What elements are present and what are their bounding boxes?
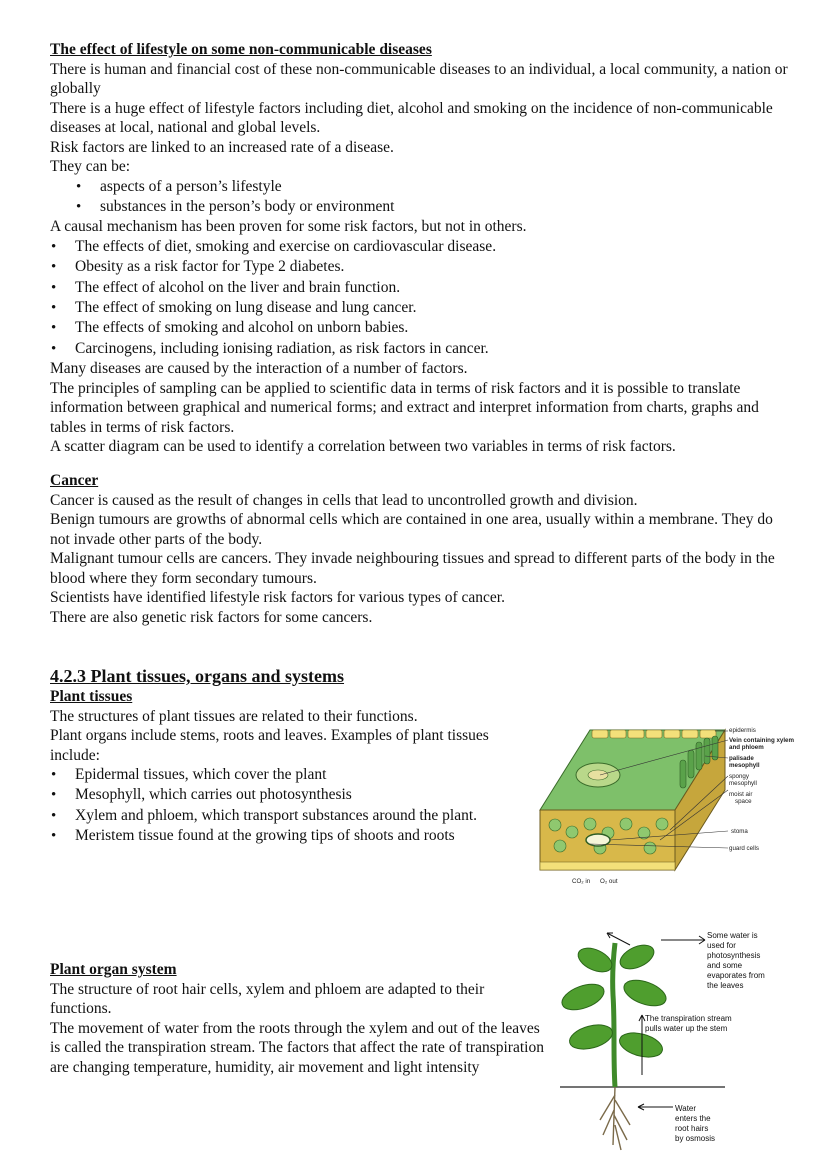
label-palisade-2: mesophyll <box>729 762 760 769</box>
label-top-5: evaporates from <box>707 971 765 980</box>
organ-para-1: The structure of root hair cells, xylem and phloem are adapted to their functions. <box>50 980 485 1017</box>
label-top-4: and some <box>707 961 743 970</box>
list-item: • The effect of smoking on lung disease and lung cancer. <box>75 298 790 318</box>
organ-para-2: The movement of water from the roots through the xylem and out of the leaves is called the transpiration stream. The factors that affect the rate of transpiration are changing temperature, humidity, air movement and light intensity <box>50 1019 544 1076</box>
lifestyle-para-3: Risk factors are linked to an increased rate of a disease. <box>50 138 394 156</box>
list-item: • The effects of smoking and alcohol on unborn babies. <box>75 318 790 338</box>
tissue-list <box>75 765 520 847</box>
cancer-para-4: Scientists have identified lifestyle risk factors for various types of cancer. <box>50 589 505 606</box>
list-item: • Carcinogens, including ionising radiation, as risk factors in cancer. <box>75 339 790 359</box>
label-epidermis: epidermis <box>729 727 756 734</box>
cancer-para-2: Benign tumours are growths of abnormal cells which are contained in one area, usually within a membrane. They do not invade other parts of the body. <box>50 511 773 548</box>
cancer-section <box>50 471 790 627</box>
label-guard-cells: guard cells <box>729 845 759 852</box>
label-moist-1: moist air <box>729 791 753 798</box>
label-mid-2: pulls water up the stem <box>645 1024 728 1033</box>
label-o2: O₂ out <box>600 878 618 885</box>
label-palisade-1: palisade <box>729 755 754 762</box>
list-item: • Obesity as a risk factor for Type 2 diabetes. <box>75 257 790 277</box>
lifestyle-para-2: There is a huge effect of lifestyle factors including diet, alcohol and smoking on the incidence of non-communicable diseases at local, national and global levels. <box>50 99 773 136</box>
plant-organ-section <box>50 960 545 1077</box>
plant-organ-heading: Plant organ system <box>50 961 177 978</box>
label-spongy-1: spongy <box>729 773 749 780</box>
plant-tissues-heading: Plant tissues <box>50 688 133 705</box>
lifestyle-section <box>50 40 790 457</box>
risk-factor-sublist <box>100 177 790 218</box>
list-item: • substances in the person’s body or environment <box>100 197 790 217</box>
list-item: • Meristem tissue found at the growing tips of shoots and roots <box>75 826 520 846</box>
label-top-1: Some water is <box>707 931 758 940</box>
cancer-para-3: Malignant tumour cells are cancers. They invade neighbouring tissues and spread to different parts of the body in the blood where they form secondary tumours. <box>50 550 775 587</box>
list-item: • Epidermal tissues, which cover the plant <box>75 765 520 785</box>
lifestyle-para-4: They can be: <box>50 158 131 175</box>
label-vein-1: Vein containing xylem <box>729 737 794 744</box>
lifestyle-para-6: Many diseases are caused by the interaction of a number of factors. <box>50 360 468 378</box>
transpiration-diagram <box>555 925 800 1153</box>
list-item: • aspects of a person’s lifestyle <box>100 177 790 197</box>
section-heading: 4.2.3 Plant tissues, organs and systems <box>50 666 345 686</box>
lifestyle-para-5: A causal mechanism has been proven for some risk factors, but not in others. <box>50 218 527 236</box>
causal-list <box>75 237 790 359</box>
lifestyle-heading: The effect of lifestyle on some non-communicable diseases <box>50 41 432 58</box>
list-item: • Xylem and phloem, which transport substances around the plant. <box>75 806 520 826</box>
cancer-para-5: There are also genetic risk factors for some cancers. <box>50 608 373 626</box>
label-bot-2: enters the <box>675 1114 711 1123</box>
list-item: • Mesophyll, which carries out photosynthesis <box>75 785 520 805</box>
lifestyle-para-1: There is human and financial cost of these non-communicable diseases to an individual, a local community, a nation or globally <box>50 60 788 97</box>
list-item: • The effects of diet, smoking and exercise on cardiovascular disease. <box>75 237 790 257</box>
label-spongy-2: mesophyll <box>729 780 757 787</box>
label-top-2: used for <box>707 941 736 950</box>
label-top-6: the leaves <box>707 981 744 990</box>
label-bot-1: Water <box>675 1104 697 1113</box>
label-bot-4: by osmosis <box>675 1134 716 1143</box>
plant-tissues-section <box>50 665 520 847</box>
label-bot-3: root hairs <box>675 1124 709 1133</box>
lifestyle-para-7: The principles of sampling can be applied to scientific data in terms of risk factors and it is possible to translate information between graphical and numerical forms; and extract and interpret information from charts, graphs and tables in terms of risk factors. <box>50 379 759 436</box>
label-vein-2: and phloem <box>729 744 764 751</box>
lifestyle-para-8: A scatter diagram can be used to identify a correlation between two variables in terms of risk factors. <box>50 438 676 456</box>
list-item: • The effect of alcohol on the liver and brain function. <box>75 278 790 298</box>
label-top-3: photosynthesis <box>707 951 761 960</box>
label-moist-2: space <box>735 798 752 805</box>
cancer-para-1: Cancer is caused as the result of changes in cells that lead to uncontrolled growth and division. <box>50 491 638 509</box>
tissues-para-2: Plant organs include stems, roots and leaves. Examples of plant tissues include: <box>50 727 489 764</box>
tissues-para-1: The structures of plant tissues are related to their functions. <box>50 707 418 725</box>
label-stoma: stoma <box>731 828 748 835</box>
leaf-cross-section-diagram <box>530 720 810 890</box>
label-co2: CO₂ in <box>572 878 591 885</box>
label-mid-1: The transpiration stream <box>645 1014 732 1023</box>
cancer-heading: Cancer <box>50 472 99 489</box>
